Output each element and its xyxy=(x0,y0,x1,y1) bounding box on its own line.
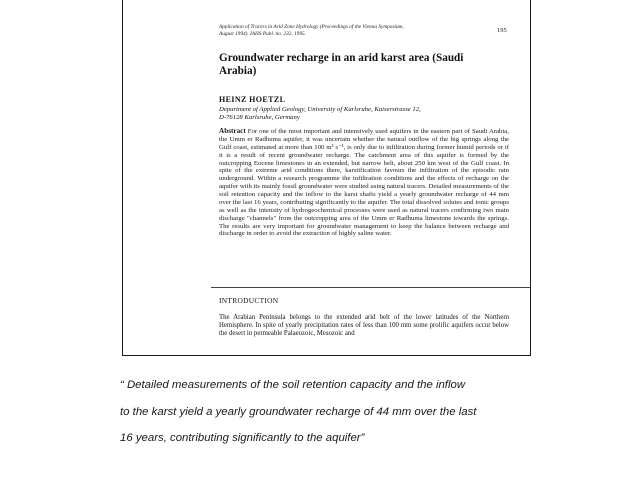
proceedings-header-line-2: August 1994). IAHS Publ. no. 232, 1995. xyxy=(219,30,306,37)
quote-line-1: “ Detailed measurements of the soil retention capacity and the inflow xyxy=(120,379,466,391)
proceedings-header xyxy=(219,24,429,37)
proceedings-header-line-1: Application of Tracers in Arid Zone Hydrology (Proceedings of the Vienna Symposium, xyxy=(219,24,404,30)
introduction-text: The Arabian Peninsula belongs to the extended arid belt of the lower latitudes of the Northern Hemisphere. In spite of yearly precipitation rates of less than 100 mm some prolific aquifers occur below the desert in permeable Palaeozoic, Mesozoic and xyxy=(219,314,509,337)
author-affiliation xyxy=(219,106,489,122)
page-number: 195 xyxy=(497,27,507,34)
highlighted-quote xyxy=(120,372,540,452)
paper-title: Groundwater recharge in an arid karst area (Saudi Arabia) xyxy=(219,52,464,77)
affiliation-line-2: D-76128 Karlsruhe, Germany xyxy=(219,114,300,121)
section-divider xyxy=(211,287,531,288)
quote-line-3: 16 years, contributing significantly to the aquifer” xyxy=(120,432,365,444)
introduction-heading: INTRODUCTION xyxy=(219,296,279,305)
abstract-label: Abstract xyxy=(219,127,246,135)
affiliation-line-1: Department of Applied Geology, University of Karlsruhe, Kaiserstrasse 12, xyxy=(219,106,421,113)
paper-scan xyxy=(122,0,531,356)
abstract xyxy=(219,128,509,238)
abstract-text: For one of the most important and intensively used aquifers in the eastern part of Saudi Arabia, the Umm er Radhuma aquifer, it was uncertain whether the natural outflow of the big springs along the Gulf coast, estimated at more than 100 m³ s⁻¹, is only due to infiltration during former humid periods or if it is a result of recent groundwater recharge. The catchment area of this aquifer is formed by the outcropping Eocene limestones in an extended, but narrow belt, about 250 km west of the Gulf coast. In spite of the extreme arid conditions there, karstification favours the infiltration of the episodic rain underground. Within a research programme the infiltration conditions and the effects of recharge on the aquifer with its mainly fossil groundwater were studied using natural tracers. Detailed measurements of the soil retention capacity and the inflow to the karst shafts yield a yearly groundwater recharge of 44 mm over the last 16 years, contributing significantly to the aquifer. The total dissolved solutes and ionic groups as well as the intensity of hydrogeochemical processes were used as natural tracers confirming two main discharge "channels" from the outcropping area of the Umm er Radhuma limestone towards the springs. The results are very important for groundwater management to keep the balance between recharge and discharge in order to avoid the extraction of highly saline water. xyxy=(219,128,509,238)
author-name: HEINZ HOETZL xyxy=(219,95,286,104)
quote-line-2: to the karst yield a yearly groundwater recharge of 44 mm over the last xyxy=(120,405,477,418)
